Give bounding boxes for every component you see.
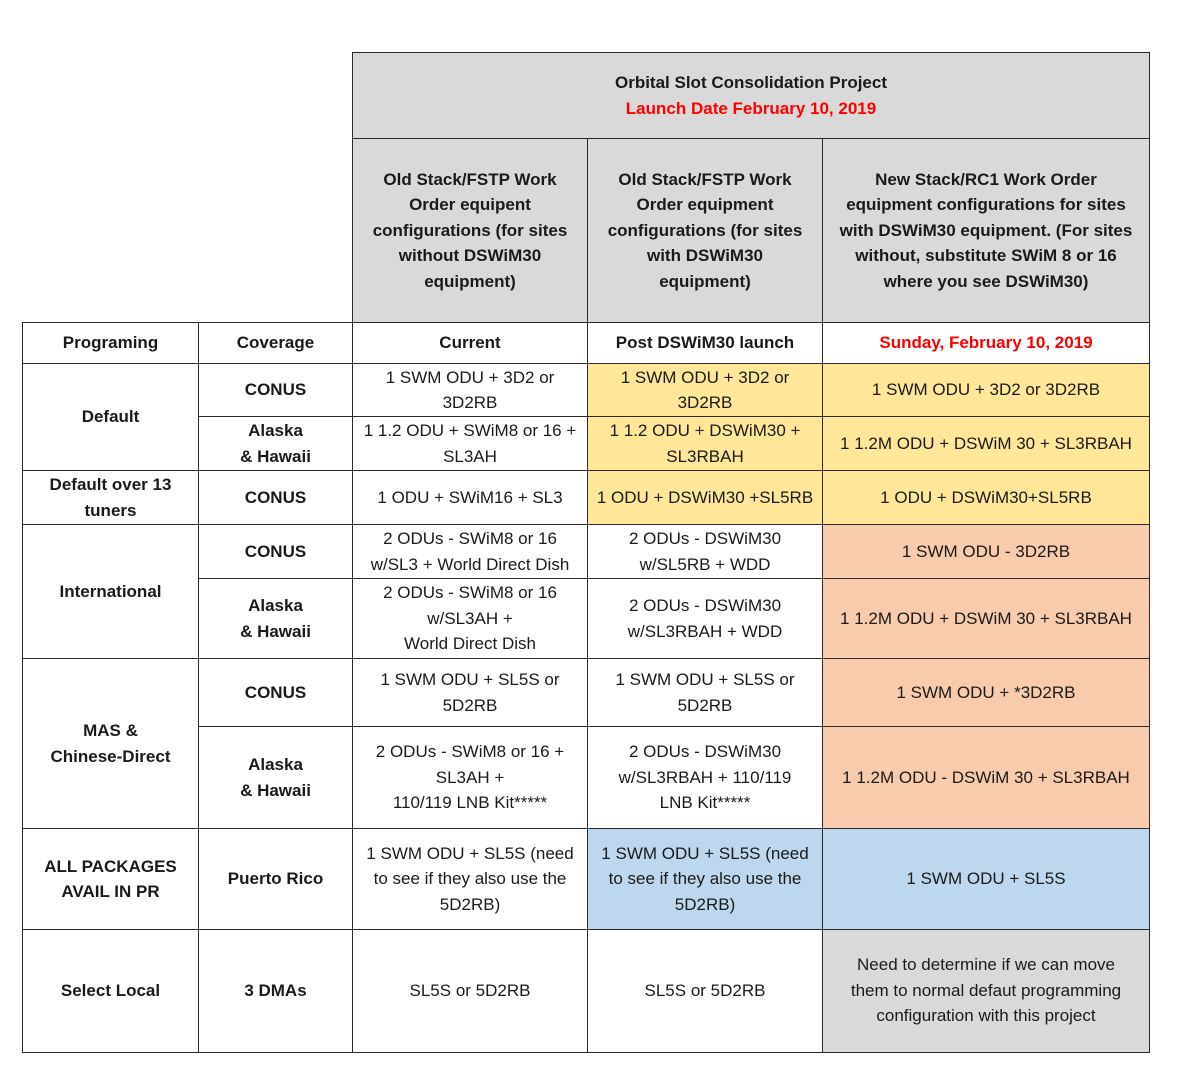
- mas-alaska-new: 1 1.2M ODU - DSWiM 30 + SL3RBAH: [822, 726, 1150, 829]
- intl-alaska-post: 2 ODUs - DSWiM30 w/SL3RBAH + WDD: [587, 578, 823, 659]
- mas-conus-new: 1 SWM ODU + *3D2RB: [822, 658, 1150, 727]
- coverage-alaska-hawaii: Alaska & Hawaii: [198, 416, 353, 471]
- pr-new: 1 SWM ODU + SL5S: [822, 828, 1150, 930]
- default-alaska-new: 1 1.2M ODU + DSWiM 30 + SL3RBAH: [822, 416, 1150, 471]
- launch-date: Launch Date February 10, 2019: [625, 98, 877, 118]
- mas-conus-current: 1 SWM ODU + SL5S or 5D2RB: [352, 658, 588, 727]
- intl-alaska-new: 1 1.2M ODU + DSWiM 30 + SL3RBAH: [822, 578, 1150, 659]
- default-alaska-current: 1 1.2 ODU + SWiM8 or 16 + SL3AH: [352, 416, 588, 471]
- program-all-packages: ALL PACKAGES AVAIL IN PR: [22, 828, 199, 930]
- column-header-new-stack: New Stack/RC1 Work Order equipment configurations for sites with DSWiM30 equipment. (For sites without, substitute SWiM 8 or 16 where you see DSWiM30): [822, 138, 1150, 323]
- coverage-header: Coverage: [198, 322, 353, 364]
- pr-post: 1 SWM ODU + SL5S (need to see if they also use the 5D2RB): [587, 828, 823, 930]
- current-header: Current: [352, 322, 588, 364]
- column-header-old-without: Old Stack/FSTP Work Order equipent configurations (for sites without DSWiM30 equipment): [352, 138, 588, 323]
- intl-conus-current: 2 ODUs - SWiM8 or 16 w/SL3 + World Direct Dish: [352, 524, 588, 579]
- pr-current: 1 SWM ODU + SL5S (need to see if they also use the 5D2RB): [352, 828, 588, 930]
- select-local-post: SL5S or 5D2RB: [587, 929, 823, 1053]
- select-local-current: SL5S or 5D2RB: [352, 929, 588, 1053]
- sunday-header: Sunday, February 10, 2019: [822, 322, 1150, 364]
- mas-conus-post: 1 SWM ODU + SL5S or 5D2RB: [587, 658, 823, 727]
- coverage-conus: CONUS: [198, 524, 353, 579]
- coverage-alaska-hawaii: Alaska & Hawaii: [198, 726, 353, 829]
- default-conus-new: 1 SWM ODU + 3D2 or 3D2RB: [822, 363, 1150, 417]
- program-default: Default: [22, 363, 199, 471]
- default13-conus-current: 1 ODU + SWiM16 + SL3: [352, 470, 588, 525]
- default13-conus-new: 1 ODU + DSWiM30+SL5RB: [822, 470, 1150, 525]
- default-alaska-post: 1 1.2 ODU + DSWiM30 + SL3RBAH: [587, 416, 823, 471]
- coverage-3-dmas: 3 DMAs: [198, 929, 353, 1053]
- program-select-local: Select Local: [22, 929, 199, 1053]
- coverage-alaska-hawaii: Alaska & Hawaii: [198, 578, 353, 659]
- coverage-conus: CONUS: [198, 658, 353, 727]
- intl-conus-new: 1 SWM ODU - 3D2RB: [822, 524, 1150, 579]
- select-local-new: Need to determine if we can move them to normal defaut programming configuration with this project: [822, 929, 1150, 1053]
- intl-conus-post: 2 ODUs - DSWiM30 w/SL5RB + WDD: [587, 524, 823, 579]
- default-conus-post: 1 SWM ODU + 3D2 or 3D2RB: [587, 363, 823, 417]
- program-default-over-13: Default over 13 tuners: [22, 470, 199, 525]
- default13-conus-post: 1 ODU + DSWiM30 +SL5RB: [587, 470, 823, 525]
- coverage-conus: CONUS: [198, 470, 353, 525]
- default-conus-current: 1 SWM ODU + 3D2 or 3D2RB: [352, 363, 588, 417]
- coverage-puerto-rico: Puerto Rico: [198, 828, 353, 930]
- project-title-cell: [352, 52, 1150, 139]
- programing-header: Programing: [22, 322, 199, 364]
- post-launch-header: Post DSWiM30 launch: [587, 322, 823, 364]
- program-international: International: [22, 524, 199, 659]
- mas-alaska-current: 2 ODUs - SWiM8 or 16 + SL3AH + 110/119 LNB Kit*****: [352, 726, 588, 829]
- project-title: Orbital Slot Consolidation Project: [614, 73, 888, 92]
- coverage-conus: CONUS: [198, 363, 353, 417]
- mas-alaska-post: 2 ODUs - DSWiM30 w/SL3RBAH + 110/119 LNB Kit*****: [587, 726, 823, 829]
- intl-alaska-current: 2 ODUs - SWiM8 or 16 w/SL3AH + World Direct Dish: [352, 578, 588, 659]
- column-header-old-with: Old Stack/FSTP Work Order equipment configurations (for sites with DSWiM30 equipment): [587, 138, 823, 323]
- program-mas-chinese-direct: MAS & Chinese-Direct: [22, 658, 199, 829]
